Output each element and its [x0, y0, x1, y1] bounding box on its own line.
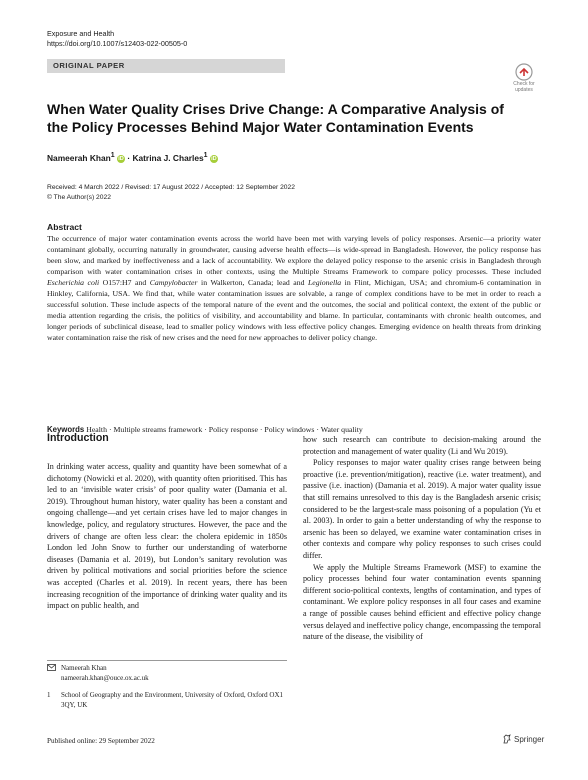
doi-link[interactable]: https://doi.org/10.1007/s12403-022-00505-0 [47, 39, 188, 48]
right-column [303, 434, 541, 643]
introduction-heading: Introduction [47, 432, 109, 444]
author-name[interactable]: Nameerah Khan [47, 152, 111, 163]
left-column [47, 461, 287, 612]
journal-info [47, 29, 187, 49]
journal-name: Exposure and Health [47, 29, 115, 38]
check-for-updates-icon [515, 63, 533, 81]
species-name: Legionella [308, 277, 342, 287]
corresponding-author [47, 664, 287, 683]
species-name: Escherichia coli [47, 277, 100, 287]
author-separator: · [127, 152, 131, 163]
orcid-icon[interactable]: iD [118, 155, 124, 162]
abstract-section [47, 222, 541, 344]
abstract-heading: Abstract [47, 222, 82, 232]
updates-label: updates [515, 86, 533, 93]
affiliation-text: School of Geography and the Environment, University of Oxford, Oxford OX1 3QY, UK [61, 691, 284, 709]
body-paragraph: In drinking water access, quality and quantity have been somewhat of a dichotomy (Nowicki et al. 2020), with quantity often prioritised. This has led to an ‘invisible water crisis’ of poor quality water (Damania et al. 2019). Throughout human history, water quality has been a constant and ongoing challenge—and yet certain crises have led to major changes in knowledge, policy, and regulatory structures. However, the pace and the drivers of change are often less clear: the cholera epidemic in 1850s London led John Snow to further our understanding of waterborne diseases (Damania et al. 2019), but London’s sanitary revolution was driven by political motivations and social priorities before the science was accepted (Charles et al. 2019). In recent years, there has been increasing recognition of the importance of drinking water quality and its impact on public health, and [47, 462, 287, 611]
author-name[interactable]: Katrina J. Charles [132, 152, 204, 163]
abstract-text-part: in Flint, Michigan, USA; and chromium-6 contamination in Hinkley, California, USA. We find that, while water contamination issues are solvable, a range of complex conditions have to be met in order to reach a successful solution. These include aspects of the temporal nature of the event and the outcomes, the social and political context, the extent of the public or media attention regarding the crisis, the politics of visibility, and accountability and blame. In particular, contaminants with chronic health outcomes, and longer periods of subclinical disease, lead to smaller policy windows with less effective policy changes. Emerging evidence on health threats from drinking water contamination raise the risk of new crises and the need for new approaches to deliver policy change. [47, 277, 542, 342]
species-name: Campylobacter [149, 277, 198, 287]
body-paragraph: Policy responses to major water quality crises range between being proactive (i.e. prevention/mitigation), reactive (i.e. water treatment), and passive (i.e. inaction) (Damania et al. 2019). A major water quality issue that still remains unresolved to this day is the Bangladesh arsenic crisis; considered to be the largest-scale mass poisoning of a population (Yu et al. 2003). In order to gain a better understanding of why the response to arsenic has been so delayed, we examine water contamination crises in other contexts and compare why policy responses to such crises could differ. [303, 458, 541, 560]
check-for-label: Check for [513, 81, 535, 87]
keywords-list: Health · Multiple streams framework · Policy response · Policy windows · Water quality [86, 425, 363, 434]
copyright-line: © The Author(s) 2022 [47, 193, 111, 201]
contact-name: Nameerah Khan [61, 664, 107, 672]
abstract-text-part: The occurrence of major water contamination events across the world have been met with varying levels of policy responses. Arsenic—a priority water contaminant globally, occurring naturally in groundwater, causing adverse health effects—is wide-spread in Bangladesh. However, the policy response has been slow, and marked by ineffectiveness and a lack of accountability. We explore the delayed policy response to the arsenic crisis in Bangladesh through comparison with water contamination crises in other contexts, using the Multiple Streams Framework to compare policy processes. These included [47, 234, 541, 276]
footnote-block [47, 660, 287, 710]
article-type-ribbon: ORIGINAL PAPER [47, 59, 285, 73]
orcid-icon[interactable]: iD [211, 155, 217, 162]
envelope-icon [47, 664, 61, 683]
author-affiliation-mark: 1 [203, 152, 208, 159]
check-for-updates-badge[interactable] [510, 63, 538, 93]
history-dates: Received: 4 March 2022 / Revised: 17 August 2022 / Accepted: 12 September 2022 [47, 184, 295, 191]
abstract-text-part: O157:H7 and [99, 277, 150, 287]
abstract-text [47, 234, 541, 344]
publisher-name: Springer [514, 735, 545, 744]
affiliation [47, 691, 287, 710]
affiliation-mark: 1 [47, 691, 51, 699]
published-date: Published online: 29 September 2022 [47, 737, 155, 745]
springer-horse-icon [502, 734, 512, 744]
keywords-label: Keywords [47, 425, 85, 434]
body-paragraph: how such research can contribute to decision-making around the protection and management of water quality (Li and Wu 2019). [303, 435, 541, 456]
author-list [47, 152, 218, 163]
abstract-text-part: in Walkerton, Canada; lead and [197, 277, 308, 287]
publisher-logo [502, 734, 544, 744]
article-dates [47, 183, 295, 202]
contact-email[interactable]: nameerah.khan@ouce.ox.ac.uk [61, 673, 149, 682]
body-paragraph: We apply the Multiple Streams Framework (MSF) to examine the policy processes behind four water contamination events spanning different socio-political contexts, lengths of contamination, and types of contaminant. We explore policy responses in all four cases and examine a range of possible causes behind efficient and effective policy change versus delayed and ineffective policy change, encompassing the temporal nature of the disease, the visibility of [303, 562, 541, 642]
author-affiliation-mark: 1 [110, 152, 115, 159]
article-title: When Water Quality Crises Drive Change: A Comparative Analysis of the Policy Processes Behind Major Water Contamination Events [47, 101, 504, 135]
footnote-divider [47, 660, 287, 661]
